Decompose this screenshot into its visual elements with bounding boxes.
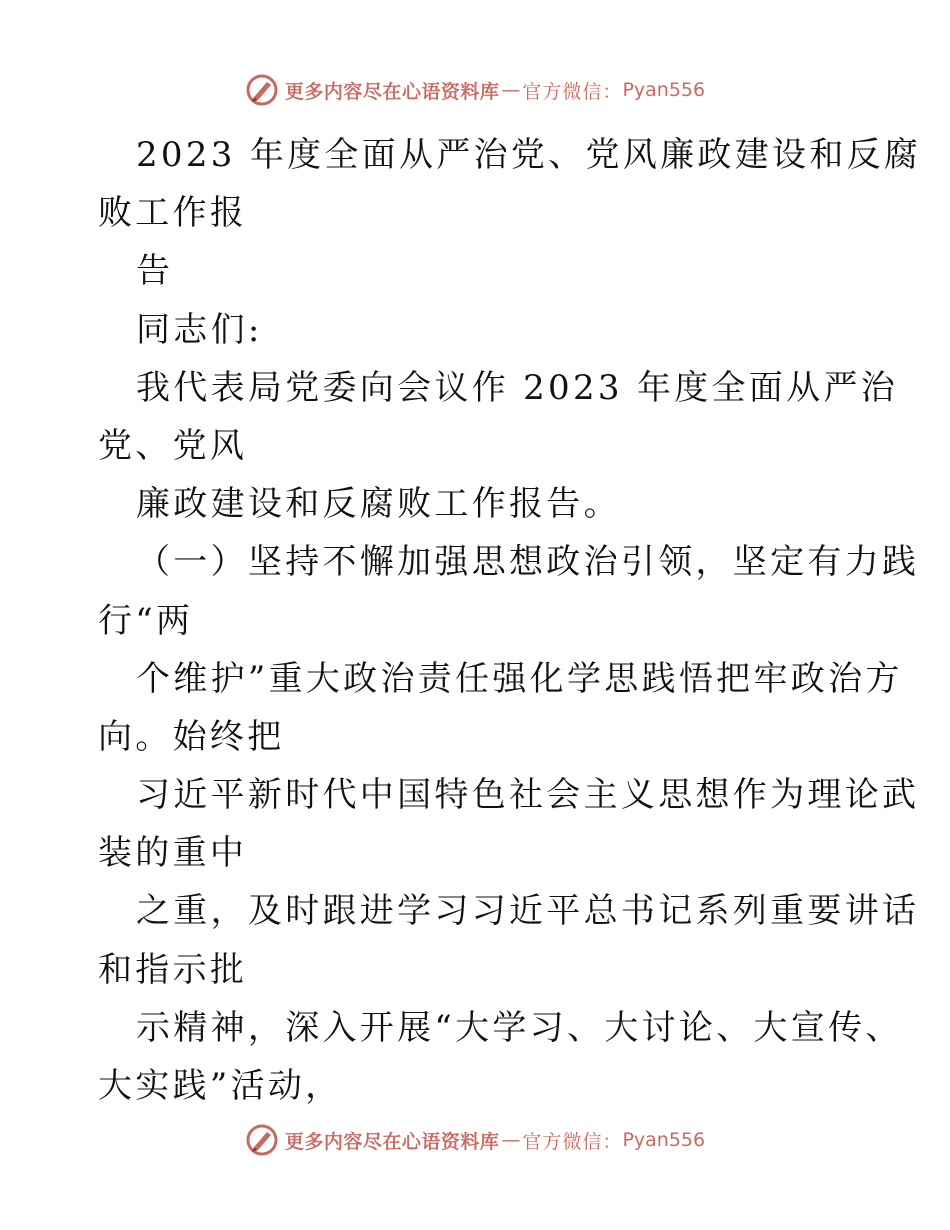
watermark-text: 更多内容尽在心语资料库 (284, 1130, 500, 1153)
pen-logo-icon (245, 1123, 279, 1157)
text-line: 败工作报 (98, 193, 248, 234)
text-line: 之重，及时跟进学习习近平总书记系列重要讲话 (136, 891, 920, 932)
watermark-label: 官方微信： (522, 80, 623, 103)
watermark-id: Pyan556 (622, 79, 706, 101)
text-line: 我代表局党委向会议作 2023 年度全面从严治 (136, 367, 899, 408)
watermark-label: 官方微信： (522, 1130, 623, 1153)
watermark-dash: — (501, 79, 521, 101)
text-line: 示精神，深入开展“大学习、大讨论、大宣传、 (136, 1007, 903, 1048)
document-body (98, 126, 922, 1115)
text-line: 个维护”重大政治责任强化学思践悟把牢政治方 (136, 658, 903, 699)
text-line: 廉政建设和反腐败工作报告。 (136, 484, 621, 525)
text-line: 习近平新时代中国特色社会主义思想作为理论武 (136, 775, 920, 816)
header-watermark (0, 70, 950, 110)
text-line: 党、党风 (98, 425, 248, 466)
watermark-dash: — (501, 1129, 521, 1151)
text-line: 装的重中 (98, 833, 248, 874)
watermark-id: Pyan556 (622, 1129, 706, 1151)
text-line: 2023 年度全面从严治党、党风廉政建设和反腐 (136, 135, 922, 175)
footer-watermark (0, 1120, 950, 1160)
text-line: 向。始终把 (98, 716, 285, 757)
text-line: 同志们: (136, 309, 263, 350)
text-line: （一）坚持不懈加强思想政治引领，坚定有力践 (136, 542, 920, 583)
text-line: 和指示批 (98, 949, 248, 990)
text-line: 行“两 (98, 600, 194, 641)
watermark-text: 更多内容尽在心语资料库 (284, 80, 500, 103)
text-line: 告 (136, 251, 174, 292)
text-line: 大实践”活动， (98, 1066, 343, 1106)
pen-logo-icon (245, 73, 279, 107)
